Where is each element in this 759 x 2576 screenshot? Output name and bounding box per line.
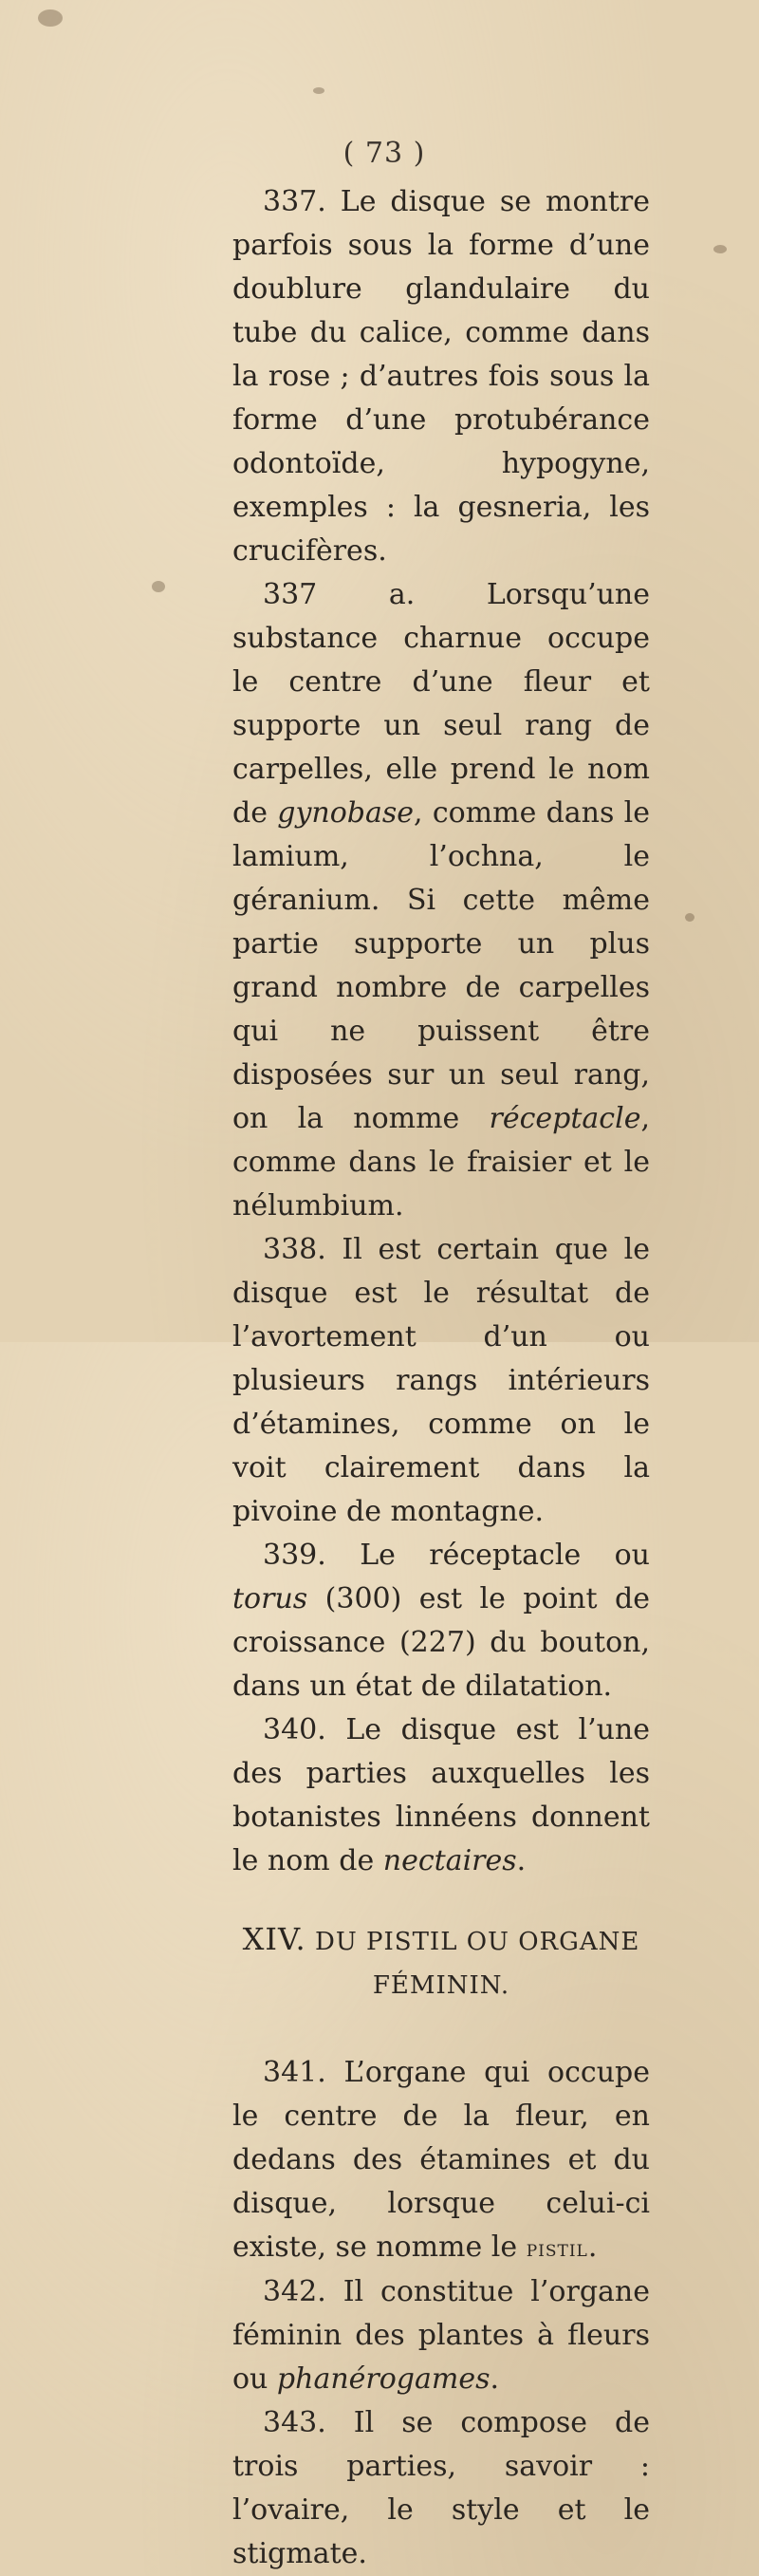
paragraph-text: . [490, 2362, 500, 2396]
page-number: ( 73 ) [342, 137, 426, 170]
paragraph-text: Le disque se montre parfois sous la forme d’une doublure glandulaire du tube du calice, comme dans la rose ; d’autres fois sous la forme d’une protubérance odontoïde, hypogyne, exemples : la gesneria, les crucifères. [232, 185, 650, 568]
paragraph-text: Il constitue l’organe féminin des plantes à fleurs ou [232, 2275, 650, 2396]
paragraph-text: Il est certain que le disque est le résultat de l’avortement d’un ou plusieurs rangs intérieurs d’étamines, comme on le voit clairement dans la pivoine de montagne. [232, 1233, 650, 1528]
paragraph-text: . [516, 1844, 527, 1877]
paragraph-339 [232, 1534, 650, 1708]
paragraph-number: 337 a. [263, 578, 416, 611]
term-gynobase: gynobase [277, 796, 415, 830]
paragraph-number: 338. [263, 1233, 326, 1266]
paragraph-text: , comme dans le fraisier et le nélumbium. [232, 1102, 650, 1223]
section-number: XIV. [242, 1921, 306, 1957]
foxing-spot [685, 913, 694, 922]
paragraph-text: Lorsqu’une substance charnue occupe le centre d’une fleur et supporte un seul rang de carpelles, elle prend le nom de [232, 578, 650, 830]
term-phanerogames: phanérogames [276, 2362, 491, 2396]
foxing-spot [38, 9, 63, 27]
paragraph-text: . [587, 2231, 598, 2264]
paragraph-text: Le réceptacle ou [325, 1539, 650, 1572]
term-nectaires: nectaires [382, 1844, 517, 1877]
paragraph-number: 337. [263, 185, 326, 218]
paragraph-text: Le disque est l’une des parties auxquelles les botanistes linnéens donnent le nom de [232, 1713, 650, 1877]
paragraph-number: 339. [263, 1539, 326, 1572]
term-pistil: pistil [526, 2235, 588, 2262]
paragraph-343 [232, 2401, 650, 2576]
foxing-spot [152, 581, 165, 592]
paragraph-number: 340. [263, 1713, 326, 1746]
term-receptacle: réceptacle [489, 1102, 641, 1135]
paragraph-341 [232, 2051, 650, 2270]
foxing-spot [313, 87, 324, 94]
foxing-spot [713, 245, 727, 253]
paragraph-number: 343. [263, 2406, 326, 2439]
paragraph-text: (300) est le point de croissance (227) du bouton, dans un état de dilatation. [232, 1582, 650, 1703]
paragraph-342 [232, 2270, 650, 2401]
paragraph-number: 342. [263, 2275, 326, 2308]
paragraph-text: L’organe qui occupe le centre de la fleur, en dedans des étamines et du disque, lorsque celui-ci existe, se nomme le [232, 2056, 650, 2264]
paragraph-text: , comme dans le lamium, l’ochna, le géranium. Si cette même partie supporte un plus grand nombre de carpelles qui ne puissent être disposées sur un seul rang, on la nomme [232, 796, 651, 1135]
term-torus: torus [232, 1582, 308, 1615]
paragraph-338 [232, 1228, 650, 1534]
section-title: DU PISTIL OU ORGANE FÉMININ. [314, 1928, 640, 2000]
paragraph-text: Il se compose de trois parties, savoir : l’ovaire, le style et le stigmate. [232, 2406, 650, 2570]
body-text [232, 180, 650, 2576]
paragraph-number: 341. [263, 2056, 326, 2089]
paragraph-337a [232, 573, 650, 1228]
paragraph-337 [232, 180, 650, 573]
section-heading [232, 1917, 650, 2007]
paragraph-340 [232, 1708, 650, 1883]
